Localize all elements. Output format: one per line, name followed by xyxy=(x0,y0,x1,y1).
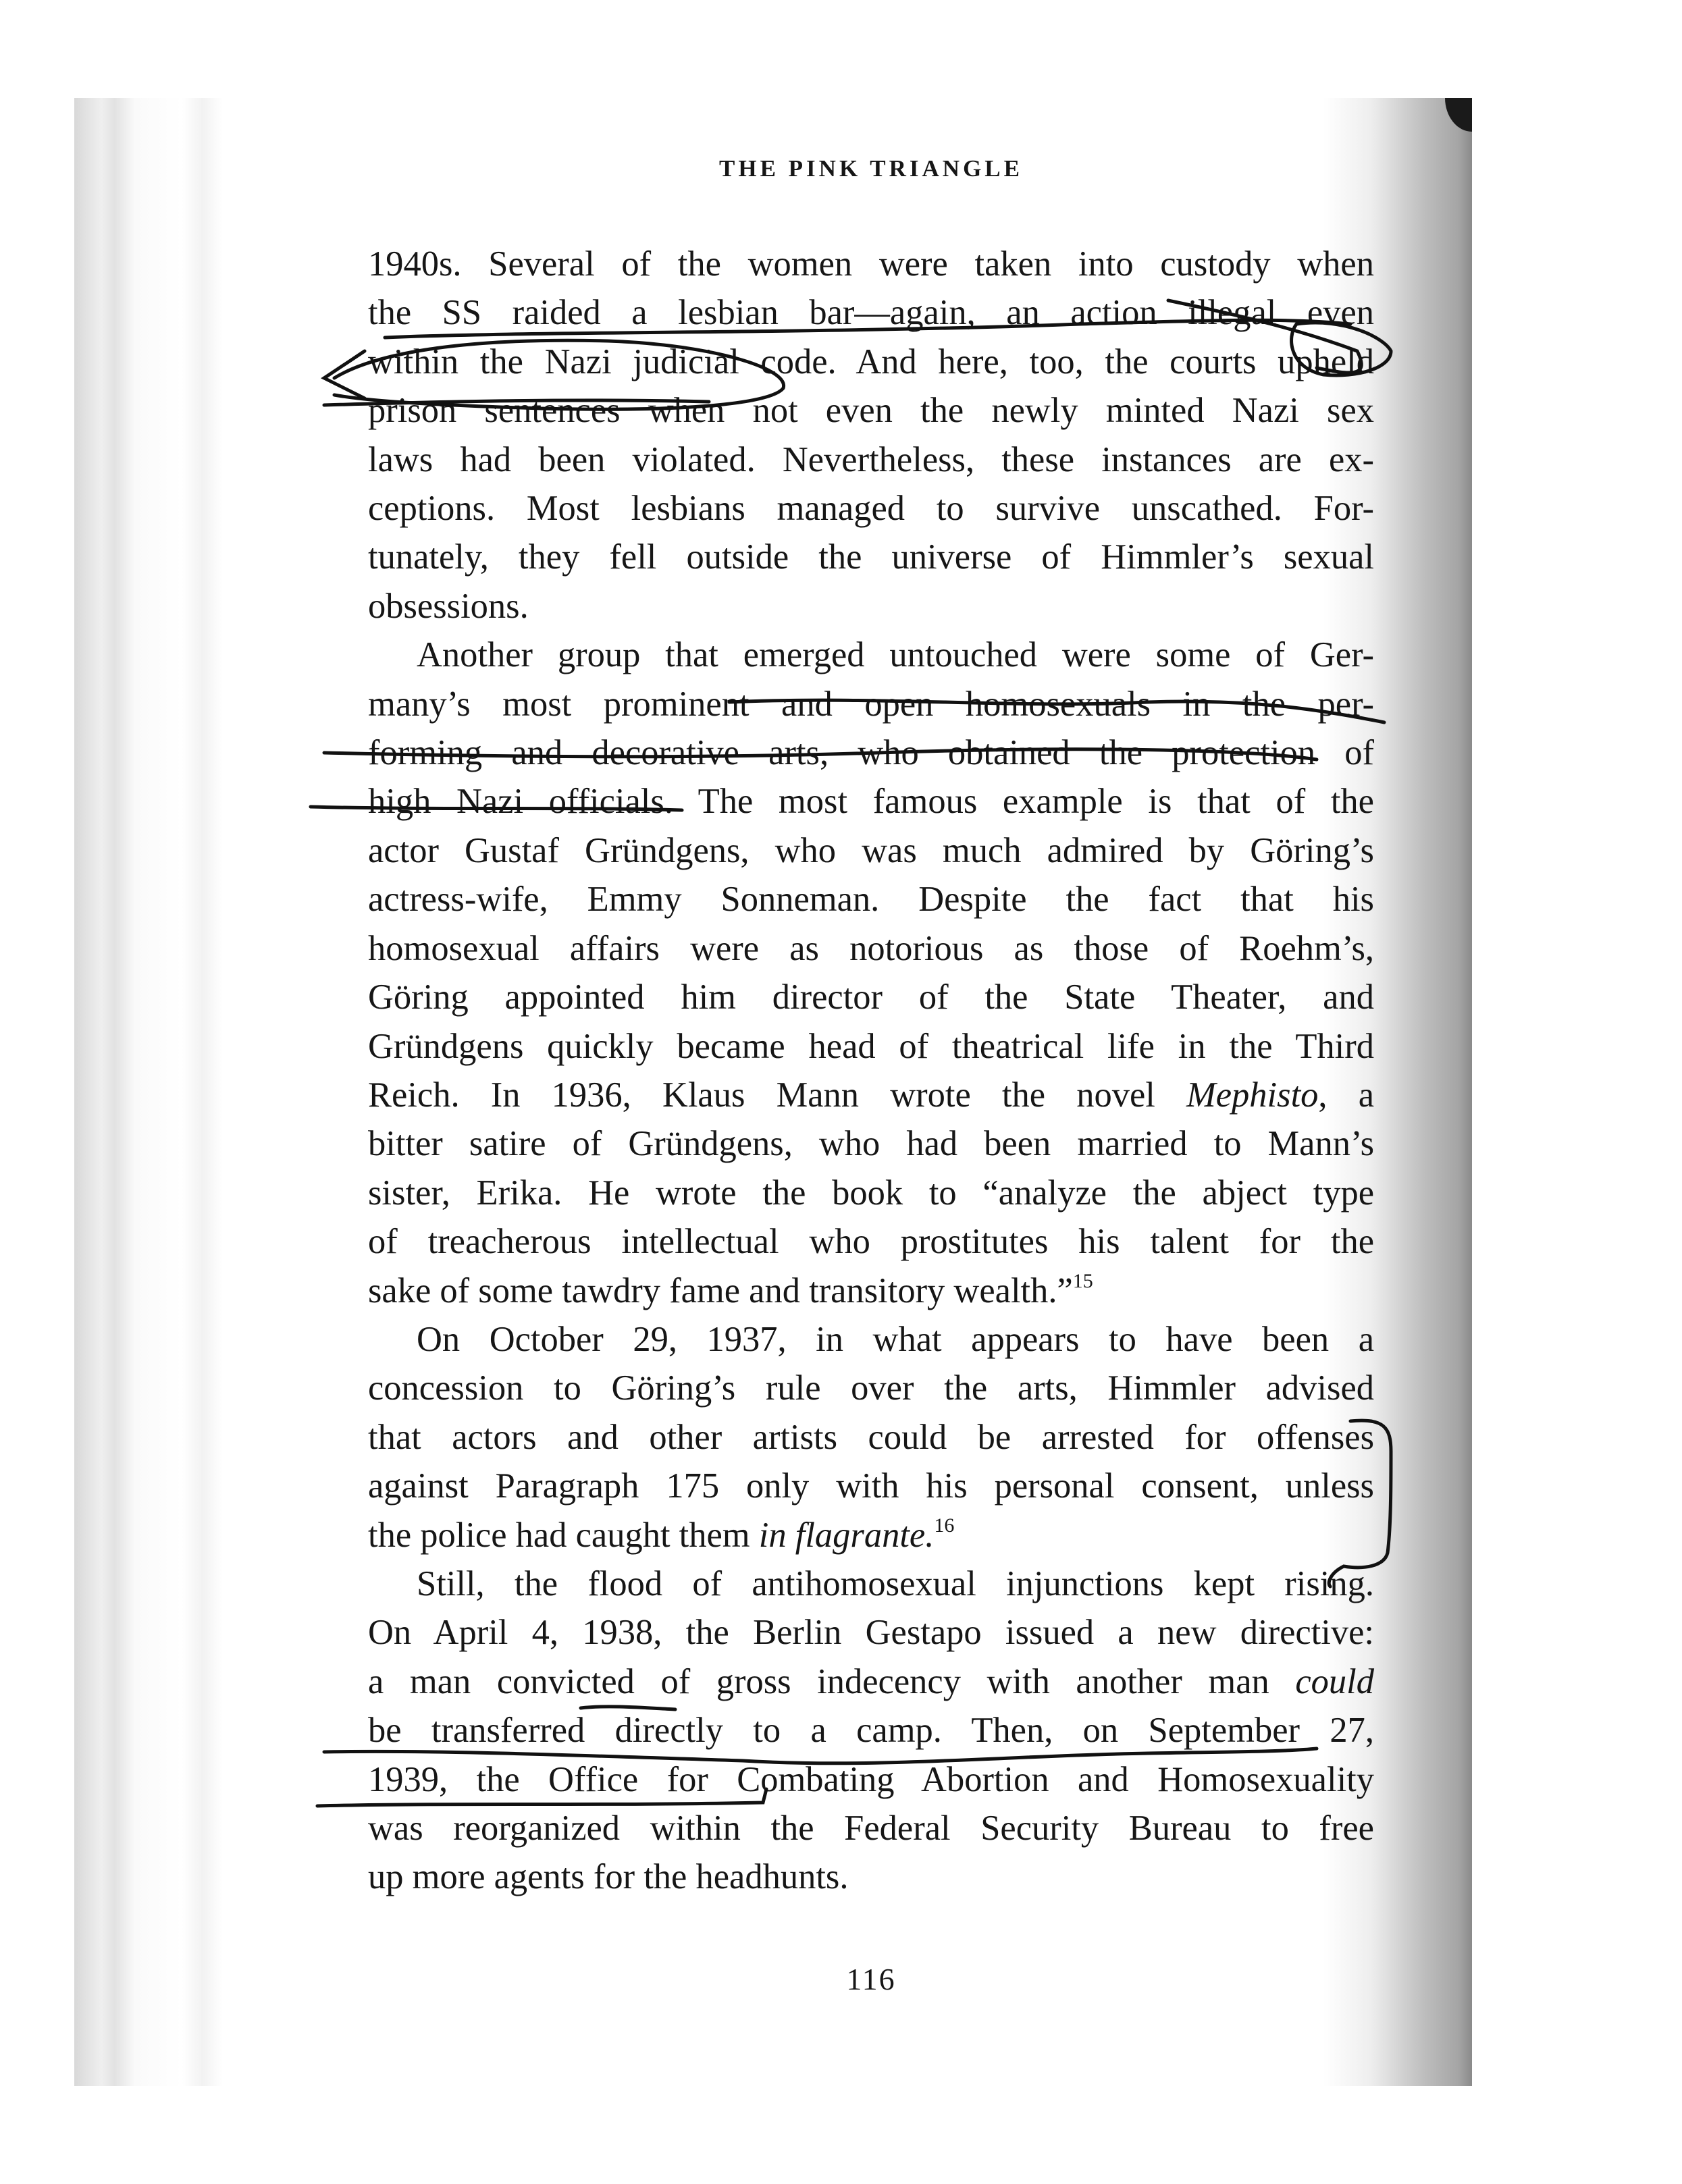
text-line: Gründgens quickly became head of theatrical life in the Third xyxy=(368,1026,1374,1066)
text-line: 1940s. Several of the women were taken into custody when xyxy=(368,244,1374,284)
text-line: On October 29, 1937, in what appears to have been a xyxy=(417,1319,1374,1359)
text-run: a man convicted of gross indecency with another man xyxy=(368,1661,1296,1701)
text-line: many’s most prominent and open homosexuals in the per- xyxy=(368,684,1374,724)
text-run: Reich. In 1936, Klaus Mann wrote the novel xyxy=(368,1075,1187,1115)
text-line: homosexual affairs were as notorious as those of Roehm’s, xyxy=(368,928,1374,968)
paragraph-3 xyxy=(368,1315,1374,1560)
book-title-italic: Mephisto xyxy=(1186,1075,1319,1115)
text-line: ceptions. Most lesbians managed to survive unscathed. For- xyxy=(368,489,1374,529)
text-line: high Nazi officials. The most famous example is that of the xyxy=(368,782,1374,822)
text-run: , a xyxy=(1318,1075,1374,1115)
text-line: bitter satire of Gründgens, who had been married to Mann’s xyxy=(368,1124,1374,1164)
text-line: within the Nazi judicial code. And here, too, the courts upheld xyxy=(368,342,1374,381)
page-number: 116 xyxy=(846,1962,896,1996)
text-run: the police had caught them xyxy=(368,1515,759,1555)
text-line: that actors and other artists could be arrested for offenses xyxy=(368,1417,1374,1457)
footnote-ref: 16 xyxy=(934,1514,955,1537)
paragraph-1 xyxy=(368,240,1374,631)
text-line: actor Gustaf Gründgens, who was much admired by Göring’s xyxy=(368,830,1374,870)
text-line: prison sentences when not even the newly minted Nazi sex xyxy=(368,391,1374,431)
text-line: actress-wife, Emmy Sonneman. Despite the fact that his xyxy=(368,880,1374,920)
text-line: Göring appointed him director of the State Theater, and xyxy=(368,978,1374,1017)
text-line: of treacherous intellectual who prostitutes his talent for the xyxy=(368,1222,1374,1262)
running-head: THE PINK TRIANGLE xyxy=(719,155,1023,182)
text-line xyxy=(368,1657,1374,1706)
text-line: up more agents for the headhunts. xyxy=(368,1857,849,1897)
text-line: tunately, they fell outside the universe of Himmler’s sexual xyxy=(368,537,1374,577)
text-line xyxy=(368,1267,1374,1315)
text-run: sake of some tawdry fame and transitory wealth.” xyxy=(368,1271,1073,1310)
paragraph-4 xyxy=(368,1560,1374,1902)
text-line xyxy=(368,1071,1374,1119)
text-line: On April 4, 1938, the Berlin Gestapo issued a new directive: xyxy=(368,1613,1374,1653)
text-line: obsessions. xyxy=(368,586,529,626)
body-text xyxy=(368,240,1374,1902)
text-line: Still, the flood of antihomosexual injunctions kept rising. xyxy=(417,1564,1374,1603)
text-line: be transferred directly to a camp. Then, on September 27, xyxy=(368,1711,1374,1751)
footnote-ref: 15 xyxy=(1072,1269,1093,1292)
paragraph-2 xyxy=(368,631,1374,1315)
text-line: Another group that emerged untouched were some of Ger- xyxy=(417,635,1374,675)
text-line: 1939, the Office for Combating Abortion and Homosexuality xyxy=(368,1759,1374,1799)
text-line: the SS raided a lesbian bar—again, an action illegal even xyxy=(368,293,1374,333)
text-line: against Paragraph 175 only with his personal consent, unless xyxy=(368,1466,1374,1506)
text-line: was reorganized within the Federal Security Bureau to free xyxy=(368,1809,1374,1848)
text-line: laws had been violated. Nevertheless, these instances are ex- xyxy=(368,440,1374,479)
latin-phrase-italic: in flagrante. xyxy=(758,1515,935,1555)
text-line xyxy=(368,1511,1374,1560)
emphasis-italic: could xyxy=(1295,1661,1374,1701)
text-line: forming and decorative arts, who obtained the protection of xyxy=(368,733,1374,773)
text-line: sister, Erika. He wrote the book to “analyze the abject type xyxy=(368,1173,1374,1213)
text-line: concession to Göring’s rule over the arts, Himmler advised xyxy=(368,1368,1374,1408)
